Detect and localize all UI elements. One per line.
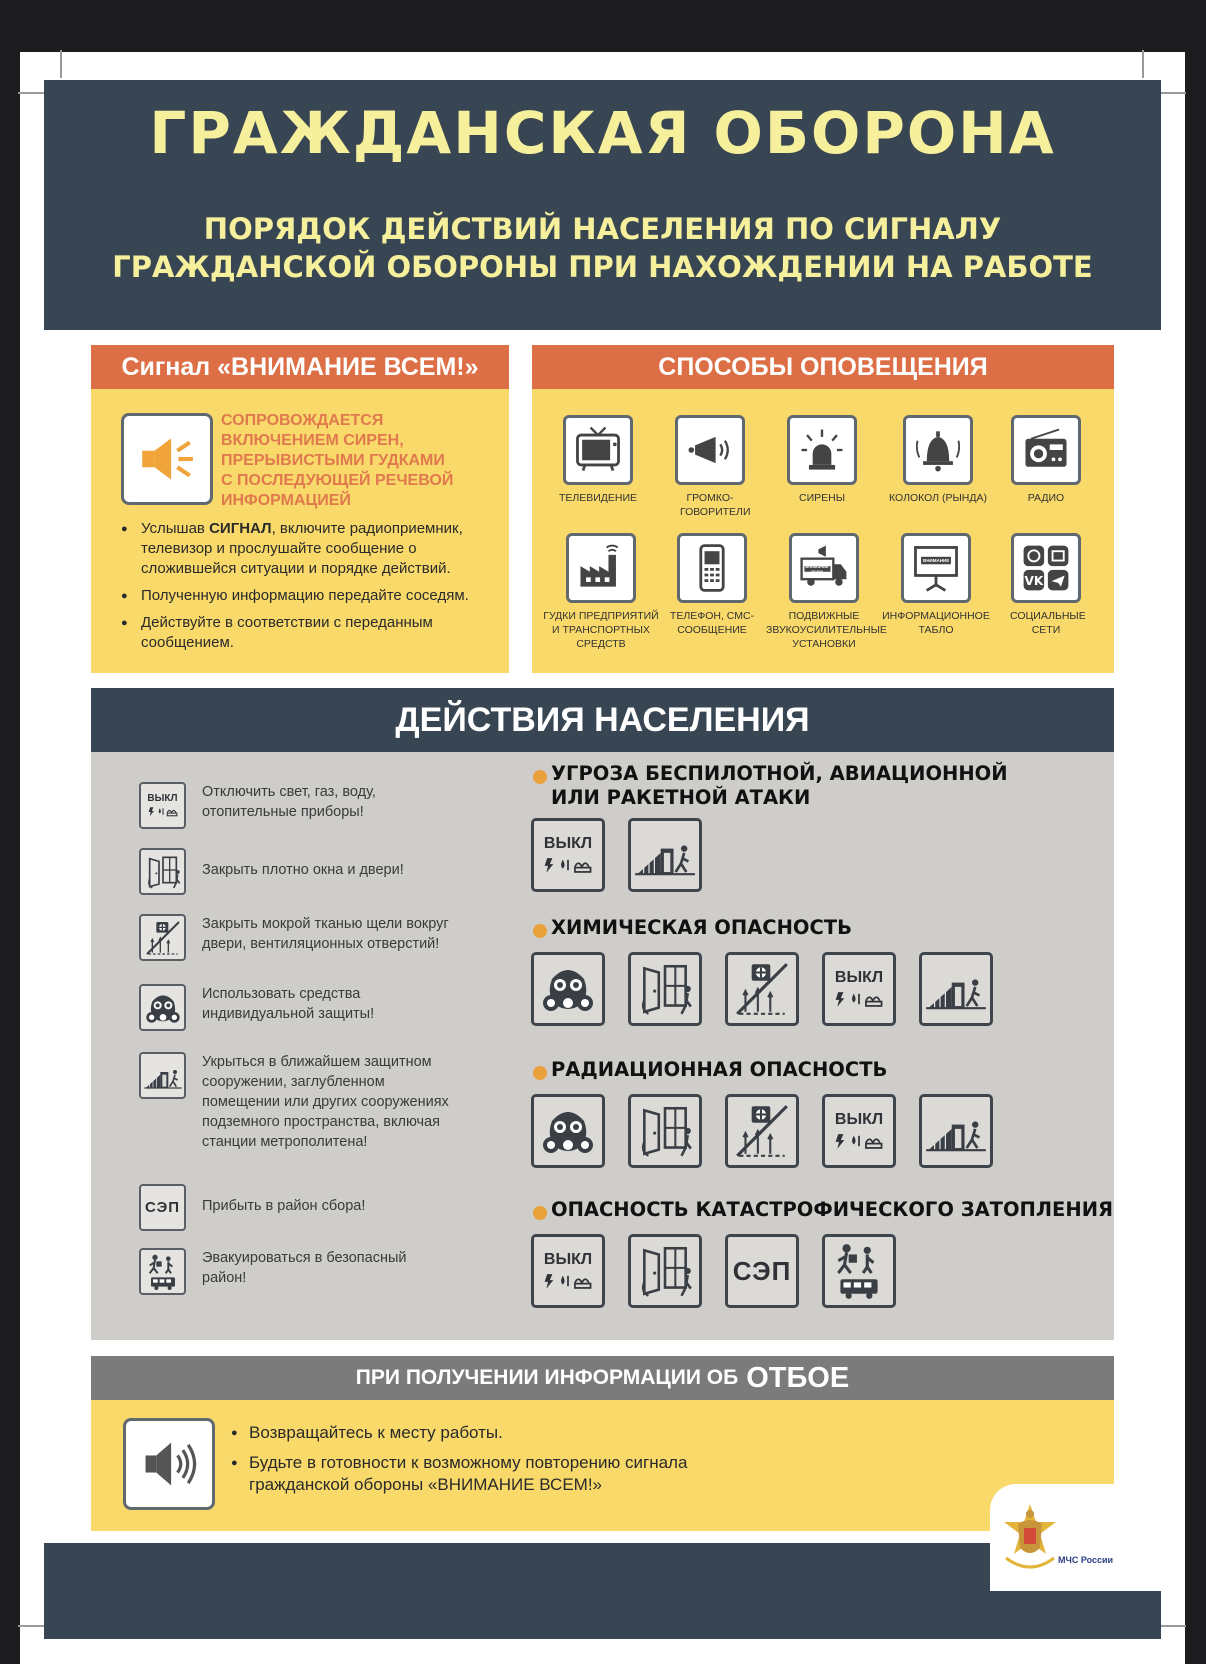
close-doors-icon (628, 952, 702, 1026)
sep-icon (139, 1184, 186, 1231)
switch-off-icon (531, 818, 605, 892)
all-clear-instruction (231, 1452, 687, 1496)
vykl-label (147, 794, 179, 817)
signal-instruction: ● Действуйте в соответствии с переданным сообщением. (121, 613, 491, 653)
all-clear-instructions (231, 1422, 687, 1504)
seal-gaps-icon (725, 952, 799, 1026)
scenario-radiation (531, 1058, 1016, 1168)
signal-instruction (121, 519, 491, 579)
vykl-text: ВЫКЛ (834, 1111, 884, 1128)
all-clear-title-text: ПРИ ПОЛУЧЕНИИ ИНФОРМАЦИИ ОБ (355, 1366, 739, 1389)
truck-sign: ВНИМАНИЕ ВСЕМ (805, 564, 829, 574)
legend-text: Закрыть мокрой тканью щели вокруг двери, вентиляционных отверстий! (202, 916, 449, 952)
gas-mask-icon (139, 984, 186, 1031)
scenario-title-line: УГРОЗА БЕСПИЛОТНОЙ, АВИАЦИОННОЙ (551, 762, 1008, 785)
instruction-line: гражданской обороны «ВНИМАНИЕ ВСЕМ!» (249, 1475, 603, 1494)
legend-text: Укрыться в ближайшем защитном сооружении, заглубленном помещении или других сооружениях подземного пространства, включая станции метрополитена! (202, 1054, 449, 1150)
method-label: ИНФОРМАЦИОННОЕ ТАБЛО (882, 610, 990, 636)
method-phone (654, 533, 770, 637)
mchs-logo-label: МЧС России (1058, 1555, 1114, 1565)
method-mobile-units (766, 533, 887, 651)
vykl-label (833, 970, 885, 1008)
notification-methods-box (532, 345, 1114, 673)
method-label: ПОДВИЖНЫЕ ЗВУКОУСИЛИТЕЛЬНЫЕ УСТАНОВКИ (766, 610, 887, 650)
siren-icon (787, 415, 857, 485)
factory-icon (566, 533, 636, 603)
scenario-title: РАДИАЦИОННАЯ ОПАСНОСТЬ (531, 1058, 1016, 1082)
legend-item (139, 984, 452, 1031)
all-clear-instruction: ● Возвращайтесь к месту работы. (231, 1422, 687, 1444)
vykl-label (833, 1112, 885, 1150)
legend-text: Прибыть в район сбора! (202, 1198, 366, 1214)
method-social (990, 533, 1102, 637)
speaker-icon (121, 413, 213, 505)
shelter-icon (139, 1052, 186, 1099)
vykl-text: ВЫКЛ (147, 793, 178, 804)
method-tv (542, 415, 654, 505)
all-clear-title (91, 1356, 1114, 1400)
phone-icon (677, 533, 747, 603)
sep-icon (725, 1234, 799, 1308)
seal-gaps-icon (139, 914, 186, 961)
poster-title: ГРАЖДАНСКАЯ ОБОРОНА (149, 99, 1056, 167)
methods-body (532, 389, 1114, 673)
evacuate-icon (822, 1234, 896, 1308)
all-clear-body (91, 1400, 1114, 1531)
close-doors-icon (139, 848, 186, 895)
truck-icon (789, 533, 859, 603)
instruction-emphasis: СИГНАЛ (209, 520, 272, 537)
mchs-emblem-icon (1000, 1502, 1060, 1574)
method-label: ГУДКИ ПРЕДПРИЯТИЙ И ТРАНСПОРТНЫХ СРЕДСТВ (543, 610, 659, 650)
signal-body (91, 389, 509, 673)
scenario-icons (531, 1094, 1016, 1168)
method-bell (878, 415, 998, 505)
gas-mask-icon (531, 952, 605, 1026)
close-doors-icon (628, 1094, 702, 1168)
lead-line: ИНФОРМАЦИЕЙ (221, 492, 351, 509)
lead-line: ВКЛЮЧЕНИЕМ СИРЕН, (221, 432, 404, 449)
legend-text: Использовать средства индивидуальной защиты! (202, 986, 375, 1022)
method-label: КОЛОКОЛ (РЫНДА) (889, 492, 987, 504)
method-info-board (878, 533, 994, 637)
method-factory-horns (542, 533, 660, 651)
all-clear-title-emphasis: ОТБОЕ (746, 1361, 850, 1394)
actions-panel (91, 688, 1114, 1340)
signal-instructions (121, 519, 491, 660)
sep-text: СЭП (144, 1199, 181, 1216)
legend-text: Эвакуироваться в безопасный район! (202, 1250, 407, 1286)
vykl-text: ВЫКЛ (543, 1251, 593, 1268)
crop-mark (60, 50, 62, 78)
legend-item (139, 914, 452, 961)
legend-item (139, 1248, 452, 1295)
bell-icon (903, 415, 973, 485)
actions-title: ДЕЙСТВИЯ НАСЕЛЕНИЯ (91, 688, 1114, 752)
board-sign: ВНИМАНИЕ (923, 558, 950, 563)
close-doors-icon (628, 1234, 702, 1308)
scenario-chemical (531, 916, 1016, 1026)
sep-text: СЭП (732, 1255, 792, 1286)
signal-title: Сигнал «ВНИМАНИЕ ВСЕМ!» (91, 345, 509, 389)
scenario-title: ХИМИЧЕСКАЯ ОПАСНОСТЬ (531, 916, 1016, 940)
methods-title: СПОСОБЫ ОПОВЕЩЕНИЯ (532, 345, 1114, 389)
subtitle-line: ГРАЖДАНСКОЙ ОБОРОНЫ ПРИ НАХОЖДЕНИИ НА РАБОТЕ (112, 250, 1093, 284)
tv-icon (563, 415, 633, 485)
switch-off-icon (531, 1234, 605, 1308)
scenario-air-attack (531, 762, 1008, 892)
gas-mask-icon (531, 1094, 605, 1168)
legend-item (139, 782, 452, 829)
loudspeaker-icon (675, 415, 745, 485)
method-label: ТЕЛЕФОН, СМС-СООБЩЕНИЕ (669, 610, 755, 636)
lead-line: С ПОСЛЕДУЮЩЕЙ РЕЧЕВОЙ (221, 472, 454, 489)
instruction-text: Услышав (141, 520, 210, 537)
legend-text: Отключить свет, газ, воду, отопительные приборы! (202, 784, 376, 820)
switch-off-icon (139, 782, 186, 829)
vykl-label (542, 1252, 594, 1290)
method-label: РАДИО (1027, 492, 1065, 504)
legend-item (139, 1052, 462, 1152)
shelter-icon (628, 818, 702, 892)
switch-off-icon (822, 1094, 896, 1168)
social-icon (1011, 533, 1081, 603)
signal-lead (221, 411, 491, 511)
method-label: ГРОМКО-ГОВОРИТЕЛИ (680, 492, 751, 518)
switch-off-icon (822, 952, 896, 1026)
legend-item (139, 1184, 452, 1231)
evacuate-icon (139, 1248, 186, 1295)
scenario-icons (531, 818, 1008, 892)
poster-header (44, 80, 1161, 330)
scenario-icons (531, 952, 1016, 1026)
crop-mark (1142, 50, 1144, 78)
shelter-icon (919, 952, 993, 1026)
method-radio (990, 415, 1102, 505)
subtitle-line: ПОРЯДОК ДЕЙСТВИЙ НАСЕЛЕНИЯ ПО СИГНАЛУ (203, 212, 1002, 246)
vykl-label (542, 836, 594, 874)
all-clear-box (91, 1356, 1114, 1531)
signal-instruction: ● Полученную информацию передайте соседям. (121, 586, 491, 606)
speaker-sound-icon (123, 1418, 215, 1510)
instruction-text: , включите радиоприемник, телевизор и прослушайте сообщение о сложившейся ситуации и порядке действий. (141, 520, 463, 577)
board-icon (901, 533, 971, 603)
method-label: ТЕЛЕВИДЕНИЕ (558, 492, 638, 504)
seal-gaps-icon (725, 1094, 799, 1168)
method-label: СИРЕНЫ (798, 492, 845, 504)
poster-subtitle (44, 210, 1161, 286)
scenario-title (531, 762, 1008, 810)
instruction-line: ● Будьте в готовности к возможному повторению сигнала (249, 1453, 688, 1472)
method-loudspeakers (654, 415, 766, 519)
lead-line: СОПРОВОЖДАЕТСЯ (221, 412, 384, 429)
method-sirens (766, 415, 878, 505)
signal-box (91, 345, 509, 673)
scenario-flooding (531, 1198, 1113, 1308)
legend-item (139, 848, 452, 895)
radio-icon (1011, 415, 1081, 485)
lead-line: ПРЕРЫВИСТЫМИ ГУДКАМИ (221, 452, 445, 469)
scenario-title: ОПАСНОСТЬ КАТАСТРОФИЧЕСКОГО ЗАТОПЛЕНИЯ (531, 1198, 1113, 1222)
scenario-icons (531, 1234, 1113, 1308)
vykl-text: ВЫКЛ (543, 835, 593, 852)
scenario-title-line: ИЛИ РАКЕТНОЙ АТАКИ (551, 786, 811, 809)
method-label: СОЦИАЛЬНЫЕ СЕТИ (1010, 610, 1086, 636)
shelter-icon (919, 1094, 993, 1168)
legend-text: Закрыть плотно окна и двери! (202, 862, 404, 878)
vykl-text: ВЫКЛ (834, 969, 884, 986)
